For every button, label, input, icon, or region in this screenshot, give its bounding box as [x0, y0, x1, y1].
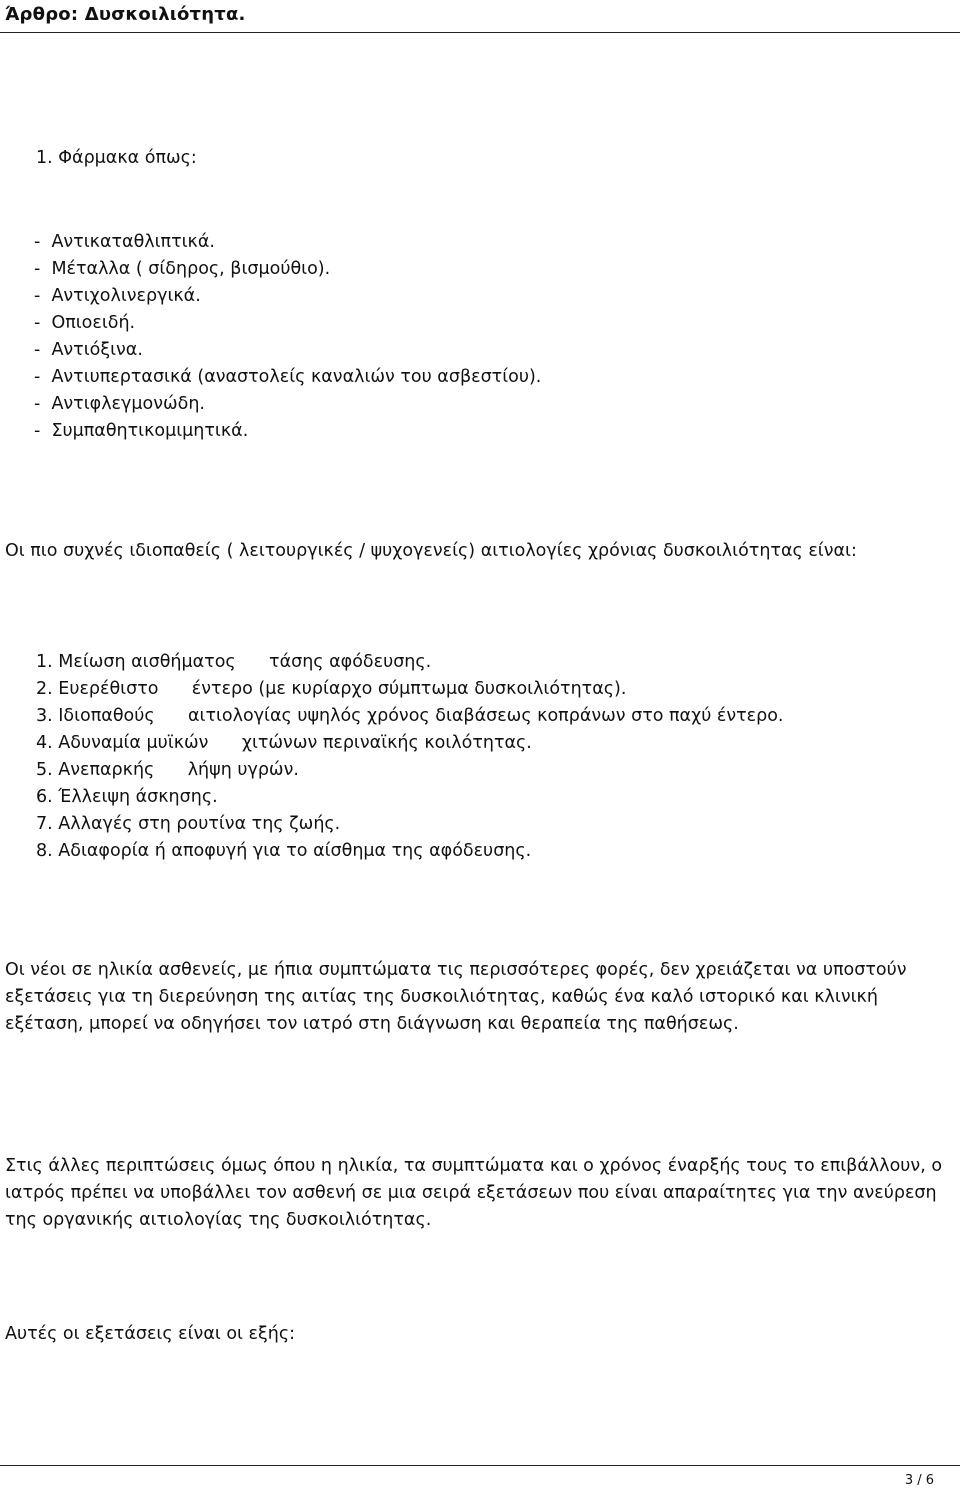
list-item: 7. Αλλαγές στη ρουτίνα της ζωής.	[36, 814, 341, 834]
page-number: 3 / 6	[904, 1473, 934, 1488]
footer-divider	[0, 1465, 960, 1466]
paragraph-other-cases: Στις άλλες περιπτώσεις όμως όπου η ηλικία, τα συμπτώματα και ο χρόνος έναρξής τους το επιβάλλουν, ο ιατρός πρέπει να υποβάλλει τον ασθενή σε μια σειρά εξετάσεων που είναι απαραίτητες για την ανεύρεση της οργανικής αιτιολογίας της δυσκοιλιότητας.	[5, 1156, 943, 1230]
list-item: 2. Ευερέθιστο έντερο (με κυρίαρχο σύμπτωμα δυσκοιλιότητας).	[36, 679, 627, 699]
header-divider	[0, 32, 960, 33]
list-item: 5. Ανεπαρκής λήψη υγρών.	[36, 760, 299, 780]
list-item: - Αντιχολινεργικά.	[34, 286, 201, 306]
article-title: Άρθρο: Δυσκοιλιότητα.	[5, 4, 246, 25]
paragraph-young-patients: Οι νέοι σε ηλικία ασθενείς, με ήπια συμπτώματα τις περισσότερες φορές, δεν χρειάζεται να υποστούν εξετάσεις για τη διερεύνηση της αιτίας της δυσκοιλιότητας, καθώς ένα καλό ιστορικό και κλινική εξέταση, μπορεί να οδηγήσει τον ιατρό στη διάγνωση και θεραπεία της παθήσεως.	[5, 960, 907, 1034]
list-item: - Αντικαταθλιπτικά.	[34, 232, 215, 252]
causes-list	[36, 649, 948, 865]
list-item: - Συμπαθητικομιμητικά.	[34, 421, 249, 441]
list-item: 1. Μείωση αισθήματος τάσης αφόδευσης.	[36, 652, 432, 672]
list-item: - Οπιοειδή.	[34, 313, 136, 333]
list-item: - Μέταλλα ( σίδηρος, βισμούθιο).	[34, 259, 331, 279]
drugs-list	[34, 229, 948, 445]
drugs-intro: 1. Φάρμακα όπως:	[36, 148, 197, 168]
list-item: 3. Ιδιοπαθούς αιτιολογίας υψηλός χρόνος διαβάσεως κοπράνων στο παχύ έντερο.	[36, 706, 784, 726]
list-item: 8. Αδιαφορία ή αποφυγή για το αίσθημα της αφόδευσης.	[36, 841, 532, 861]
list-item: 6. Έλλειψη άσκησης.	[36, 787, 218, 807]
list-item: 4. Αδυναμία μυϊκών χιτώνων περιναϊκής κοιλότητας.	[36, 733, 532, 753]
list-item: - Αντιόξινα.	[34, 340, 143, 360]
exams-intro: Αυτές οι εξετάσεις είναι οι εξής:	[5, 1324, 296, 1344]
causes-intro: Οι πιο συχνές ιδιοπαθείς ( λειτουργικές / ψυχογενείς) αιτιολογίες χρόνιας δυσκοιλιότητας είναι:	[5, 541, 857, 561]
list-item: - Αντιυπερτασικά (αναστολείς καναλιών του ασβεστίου).	[34, 367, 542, 387]
list-item: - Αντιφλεγμονώδη.	[34, 394, 205, 414]
